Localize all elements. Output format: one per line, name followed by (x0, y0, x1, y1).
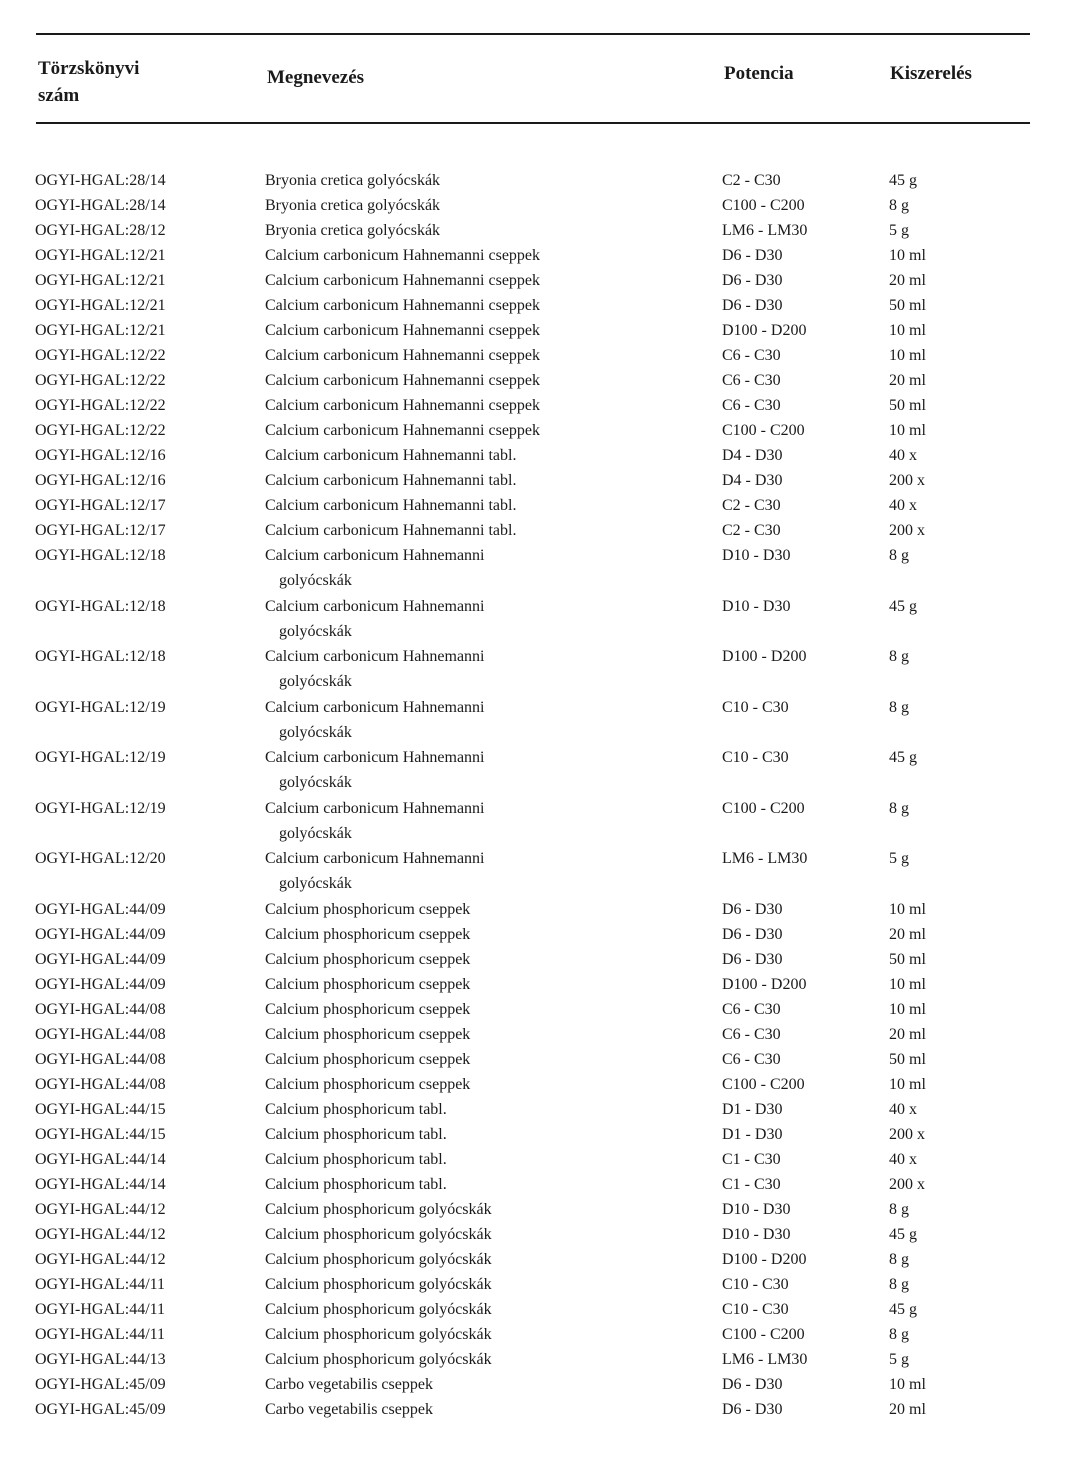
registration-number-cell: OGYI-HGAL:44/12 (35, 1225, 166, 1243)
potency-cell: C100 - C200 (722, 1325, 805, 1343)
product-name-cell (265, 243, 540, 268)
product-name-line1: Calcium phosphoricum cseppek (265, 1075, 471, 1093)
product-name-line1: Calcium phosphoricum cseppek (265, 975, 471, 993)
potency-cell: C100 - C200 (722, 197, 805, 214)
product-name-line1: Calcium phosphoricum golyócskák (265, 1250, 492, 1268)
package-cell: 50 ml (889, 397, 926, 414)
product-name-cell (265, 644, 484, 694)
table-row (0, 393, 1077, 418)
product-name-cell (265, 1172, 447, 1197)
product-name-line1: Calcium phosphoricum tabl. (265, 1100, 447, 1118)
registration-number-cell: OGYI-HGAL:12/20 (35, 850, 166, 867)
registration-number-cell: OGYI-HGAL:12/21 (35, 247, 166, 264)
product-name-line2: golyócskák (279, 774, 352, 791)
product-name-cell (265, 1047, 470, 1072)
package-cell: 20 ml (889, 1025, 926, 1043)
package-cell: 10 ml (889, 1000, 926, 1018)
product-name-cell (265, 218, 440, 243)
registration-number-cell: OGYI-HGAL:44/09 (35, 950, 166, 968)
potency-cell: D6 - D30 (722, 900, 783, 918)
product-name-cell (265, 543, 484, 593)
registration-number-cell: OGYI-HGAL:28/12 (35, 222, 166, 239)
registration-number-cell: OGYI-HGAL:44/13 (35, 1350, 166, 1368)
package-cell: 200 x (889, 1175, 925, 1193)
potency-cell: C100 - C200 (722, 799, 805, 817)
package-cell: 10 ml (889, 900, 926, 918)
table-row (0, 644, 1077, 695)
product-name-line1: Calcium carbonicum Hahnemanni tabl. (265, 497, 517, 514)
potency-cell: D10 - D30 (722, 547, 791, 564)
package-cell: 45 g (889, 749, 917, 766)
package-cell: 200 x (889, 472, 925, 489)
package-cell: 20 ml (889, 1400, 926, 1418)
table-row (0, 897, 1077, 922)
product-name-line1: Bryonia cretica golyócskák (265, 222, 441, 239)
product-name-cell (265, 594, 484, 644)
product-name-line2: golyócskák (279, 875, 352, 892)
table-row (0, 468, 1077, 493)
potency-cell: D6 - D30 (722, 925, 783, 943)
product-name-cell (265, 468, 516, 493)
product-name-cell (265, 695, 484, 745)
potency-cell: D100 - D200 (722, 1250, 807, 1268)
table-row (0, 1022, 1077, 1047)
table-row (0, 1097, 1077, 1122)
table-row (0, 846, 1077, 897)
package-cell: 10 ml (889, 347, 926, 364)
product-name-line1: Calcium phosphoricum cseppek (265, 1050, 471, 1068)
package-cell: 10 ml (889, 247, 926, 264)
package-cell: 8 g (889, 1250, 909, 1268)
package-cell: 20 ml (889, 372, 926, 389)
product-name-line2: golyócskák (279, 673, 352, 690)
registration-number-cell: OGYI-HGAL:12/21 (35, 272, 166, 289)
table-row (0, 193, 1077, 218)
potency-cell: C10 - C30 (722, 749, 789, 766)
package-cell: 200 x (889, 1125, 925, 1143)
product-name-cell (265, 1222, 492, 1247)
potency-cell: D6 - D30 (722, 950, 783, 968)
product-name-line1: Carbo vegetabilis cseppek (265, 1375, 433, 1393)
product-name-line2: golyócskák (279, 723, 352, 741)
product-name-cell (265, 1122, 447, 1147)
product-name-cell (265, 1272, 492, 1297)
package-cell: 200 x (889, 522, 925, 539)
product-name-cell (265, 922, 470, 947)
product-name-cell (265, 897, 470, 922)
product-name-cell (265, 796, 484, 846)
potency-cell: D4 - D30 (722, 447, 783, 464)
product-name-line1: Calcium phosphoricum golyócskák (265, 1325, 492, 1343)
registration-number-cell: OGYI-HGAL:12/22 (35, 372, 166, 389)
product-name-line1: Calcium carbonicum Hahnemanni cseppek (265, 347, 541, 364)
potency-cell: D6 - D30 (722, 297, 783, 314)
header-name: Megnevezés (267, 67, 365, 88)
table-row (0, 1372, 1077, 1397)
registration-number-cell: OGYI-HGAL:12/21 (35, 322, 166, 339)
product-name-line1: Calcium carbonicum Hahnemanni cseppek (265, 297, 541, 314)
potency-cell: D100 - D200 (722, 975, 807, 993)
package-cell: 20 ml (889, 925, 926, 943)
registration-number-cell: OGYI-HGAL:12/16 (35, 472, 166, 489)
table-row (0, 1197, 1077, 1222)
product-name-line1: Calcium carbonicum Hahnemanni cseppek (265, 272, 541, 289)
product-name-cell (265, 1197, 492, 1222)
package-cell: 45 g (889, 597, 917, 615)
package-cell: 40 x (889, 497, 917, 514)
product-name-cell (265, 318, 540, 343)
product-name-line1: Bryonia cretica golyócskák (265, 172, 441, 189)
potency-cell: C2 - C30 (722, 172, 781, 189)
package-cell: 5 g (889, 850, 909, 867)
product-name-line1: Calcium carbonicum Hahnemanni tabl. (265, 472, 517, 489)
potency-cell: C10 - C30 (722, 698, 789, 716)
package-cell: 50 ml (889, 1050, 926, 1068)
table-row (0, 972, 1077, 997)
registration-number-cell: OGYI-HGAL:44/11 (35, 1275, 166, 1293)
header-rule (36, 122, 1030, 124)
header-registration-label: Törzskönyvi (38, 58, 140, 79)
potency-cell: D100 - D200 (722, 648, 807, 665)
table-row (0, 543, 1077, 594)
package-cell: 40 x (889, 447, 917, 464)
table-row (0, 418, 1077, 443)
package-cell: 45 g (889, 1225, 917, 1243)
product-name-line1: Calcium phosphoricum cseppek (265, 950, 471, 968)
table-row (0, 922, 1077, 947)
potency-cell: C6 - C30 (722, 397, 781, 414)
product-name-cell (265, 947, 470, 972)
package-cell: 40 x (889, 1150, 917, 1168)
potency-cell: LM6 - LM30 (722, 1350, 808, 1368)
registration-number-cell: OGYI-HGAL:44/14 (35, 1150, 166, 1168)
product-name-line1: Calcium carbonicum Hahnemanni (265, 850, 485, 867)
product-name-cell (265, 343, 540, 368)
header-package: Kiszerelés (890, 63, 972, 84)
registration-number-cell: OGYI-HGAL:12/18 (35, 547, 166, 564)
product-name-cell (265, 745, 484, 795)
product-name-cell (265, 1072, 470, 1097)
table-row (0, 1272, 1077, 1297)
registration-number-cell: OGYI-HGAL:12/22 (35, 397, 166, 414)
product-name-cell (265, 1347, 492, 1372)
product-name-line1: Calcium carbonicum Hahnemanni (265, 799, 485, 817)
table-row (0, 796, 1077, 847)
top-rule (36, 33, 1030, 35)
product-name-line1: Calcium carbonicum Hahnemanni cseppek (265, 247, 541, 264)
registration-number-cell: OGYI-HGAL:12/19 (35, 698, 166, 716)
potency-cell: D10 - D30 (722, 1225, 791, 1243)
registration-number-cell: OGYI-HGAL:12/17 (35, 497, 166, 514)
potency-cell: LM6 - LM30 (722, 222, 808, 239)
registration-number-cell: OGYI-HGAL:45/09 (35, 1375, 166, 1393)
product-name-cell (265, 1247, 492, 1272)
registration-number-cell: OGYI-HGAL:44/08 (35, 1050, 166, 1068)
potency-cell: D10 - D30 (722, 1200, 791, 1218)
table-row (0, 368, 1077, 393)
product-name-line1: Calcium phosphoricum cseppek (265, 1025, 471, 1043)
header-registration-number (38, 55, 139, 109)
product-name-line1: Calcium carbonicum Hahnemanni (265, 648, 485, 665)
potency-cell: D6 - D30 (722, 1375, 783, 1393)
package-cell: 40 x (889, 1100, 917, 1118)
registration-number-cell: OGYI-HGAL:12/21 (35, 297, 166, 314)
header-registration-label-line2: szám (38, 85, 80, 106)
package-cell: 8 g (889, 1325, 909, 1343)
product-name-line1: Calcium phosphoricum cseppek (265, 925, 471, 943)
product-name-cell (265, 846, 484, 896)
table-row (0, 218, 1077, 243)
registration-number-cell: OGYI-HGAL:44/11 (35, 1300, 166, 1318)
registration-number-cell: OGYI-HGAL:44/09 (35, 925, 166, 943)
package-cell: 8 g (889, 799, 909, 817)
product-name-line1: Calcium carbonicum Hahnemanni cseppek (265, 372, 541, 389)
product-name-cell (265, 268, 540, 293)
product-name-cell (265, 193, 440, 218)
registration-number-cell: OGYI-HGAL:44/12 (35, 1250, 166, 1268)
product-name-cell (265, 168, 440, 193)
potency-cell: D6 - D30 (722, 1400, 783, 1418)
table-row (0, 1222, 1077, 1247)
table-row (0, 443, 1077, 468)
product-name-cell (265, 518, 516, 543)
table-row (0, 1122, 1077, 1147)
registration-number-cell: OGYI-HGAL:12/22 (35, 422, 166, 439)
table-row (0, 318, 1077, 343)
product-name-line1: Calcium carbonicum Hahnemanni cseppek (265, 422, 541, 439)
table-row (0, 997, 1077, 1022)
potency-cell: D100 - D200 (722, 322, 807, 339)
product-name-line1: Calcium phosphoricum golyócskák (265, 1275, 492, 1293)
table-row (0, 168, 1077, 193)
product-name-line1: Calcium carbonicum Hahnemanni (265, 698, 485, 716)
product-name-line2: golyócskák (279, 572, 352, 589)
registration-number-cell: OGYI-HGAL:44/14 (35, 1175, 166, 1193)
registration-number-cell: OGYI-HGAL:12/19 (35, 799, 166, 817)
table-row (0, 1147, 1077, 1172)
registration-number-cell: OGYI-HGAL:28/14 (35, 172, 166, 189)
table-row (0, 1297, 1077, 1322)
table-row (0, 1247, 1077, 1272)
package-cell: 8 g (889, 648, 909, 665)
potency-cell: C100 - C200 (722, 422, 805, 439)
product-name-line1: Calcium carbonicum Hahnemanni (265, 547, 485, 564)
potency-cell: C100 - C200 (722, 1075, 805, 1093)
product-name-cell (265, 393, 540, 418)
potency-cell: D1 - D30 (722, 1100, 783, 1118)
potency-cell: C2 - C30 (722, 497, 781, 514)
package-cell: 10 ml (889, 1075, 926, 1093)
potency-cell: C6 - C30 (722, 372, 781, 389)
product-name-line1: Calcium carbonicum Hahnemanni tabl. (265, 447, 517, 464)
package-cell: 45 g (889, 1300, 917, 1318)
package-cell: 5 g (889, 1350, 909, 1368)
registration-number-cell: OGYI-HGAL:44/08 (35, 1000, 166, 1018)
product-name-line1: Calcium carbonicum Hahnemanni cseppek (265, 397, 541, 414)
product-name-cell (265, 997, 470, 1022)
registration-number-cell: OGYI-HGAL:44/15 (35, 1100, 166, 1118)
registration-number-cell: OGYI-HGAL:12/19 (35, 749, 166, 766)
product-name-cell (265, 972, 470, 997)
package-cell: 8 g (889, 1275, 909, 1293)
product-name-line1: Calcium phosphoricum golyócskák (265, 1350, 492, 1368)
package-cell: 50 ml (889, 950, 926, 968)
product-name-line2: golyócskák (279, 824, 352, 842)
table-row (0, 1072, 1077, 1097)
product-name-line1: Calcium carbonicum Hahnemanni cseppek (265, 322, 541, 339)
package-cell: 10 ml (889, 1375, 926, 1393)
package-cell: 8 g (889, 547, 909, 564)
product-name-cell (265, 1097, 447, 1122)
potency-cell: D10 - D30 (722, 597, 791, 615)
table-row (0, 594, 1077, 645)
product-name-line1: Calcium phosphoricum tabl. (265, 1125, 447, 1143)
registration-number-cell: OGYI-HGAL:44/08 (35, 1075, 166, 1093)
product-name-line1: Calcium phosphoricum cseppek (265, 1000, 471, 1018)
potency-cell: C10 - C30 (722, 1275, 789, 1293)
registration-number-cell: OGYI-HGAL:44/09 (35, 975, 166, 993)
potency-cell: LM6 - LM30 (722, 850, 808, 867)
table-row (0, 947, 1077, 972)
potency-cell: D1 - D30 (722, 1125, 783, 1143)
registration-number-cell: OGYI-HGAL:12/22 (35, 347, 166, 364)
registration-number-cell: OGYI-HGAL:44/12 (35, 1200, 166, 1218)
product-name-line1: Calcium phosphoricum golyócskák (265, 1225, 492, 1243)
registration-number-cell: OGYI-HGAL:44/15 (35, 1125, 166, 1143)
potency-cell: D6 - D30 (722, 247, 783, 264)
registration-number-cell: OGYI-HGAL:12/16 (35, 447, 166, 464)
product-name-cell (265, 1397, 433, 1422)
table-row (0, 343, 1077, 368)
package-cell: 10 ml (889, 322, 926, 339)
potency-cell: C2 - C30 (722, 522, 781, 539)
registration-number-cell: OGYI-HGAL:12/17 (35, 522, 166, 539)
potency-cell: C6 - C30 (722, 1000, 781, 1018)
potency-cell: C10 - C30 (722, 1300, 789, 1318)
product-name-line1: Calcium phosphoricum tabl. (265, 1150, 447, 1168)
potency-cell: C6 - C30 (722, 1050, 781, 1068)
product-name-line1: Calcium phosphoricum tabl. (265, 1175, 447, 1193)
table-row (0, 1172, 1077, 1197)
potency-cell: D6 - D30 (722, 272, 783, 289)
product-name-cell (265, 1297, 492, 1322)
potency-cell: C6 - C30 (722, 1025, 781, 1043)
package-cell: 10 ml (889, 975, 926, 993)
potency-cell: C1 - C30 (722, 1175, 781, 1193)
product-name-cell (265, 1322, 492, 1347)
product-name-line1: Calcium carbonicum Hahnemanni tabl. (265, 522, 517, 539)
package-cell: 20 ml (889, 272, 926, 289)
product-name-cell (265, 493, 516, 518)
registration-number-cell: OGYI-HGAL:44/08 (35, 1025, 166, 1043)
registration-number-cell: OGYI-HGAL:44/09 (35, 900, 166, 918)
product-name-cell (265, 1372, 433, 1397)
package-cell: 8 g (889, 197, 909, 214)
registration-number-cell: OGYI-HGAL:12/18 (35, 648, 166, 665)
header-potency: Potencia (724, 63, 794, 84)
product-name-cell (265, 418, 540, 443)
product-name-line1: Calcium phosphoricum golyócskák (265, 1200, 492, 1218)
product-name-cell (265, 443, 516, 468)
potency-cell: D4 - D30 (722, 472, 783, 489)
product-table (0, 168, 1077, 1422)
product-name-line1: Calcium phosphoricum golyócskák (265, 1300, 492, 1318)
potency-cell: C1 - C30 (722, 1150, 781, 1168)
table-row (0, 293, 1077, 318)
product-name-cell (265, 293, 540, 318)
package-cell: 5 g (889, 222, 909, 239)
product-name-line1: Calcium phosphoricum cseppek (265, 900, 471, 918)
package-cell: 8 g (889, 1200, 909, 1218)
table-row (0, 695, 1077, 746)
table-row (0, 243, 1077, 268)
registration-number-cell: OGYI-HGAL:45/09 (35, 1400, 166, 1418)
package-cell: 10 ml (889, 422, 926, 439)
table-row (0, 518, 1077, 543)
table-row (0, 493, 1077, 518)
potency-cell: C6 - C30 (722, 347, 781, 364)
product-name-cell (265, 1022, 470, 1047)
product-name-cell (265, 368, 540, 393)
package-cell: 50 ml (889, 297, 926, 314)
package-cell: 45 g (889, 172, 917, 189)
registration-number-cell: OGYI-HGAL:44/11 (35, 1325, 166, 1343)
product-name-line2: golyócskák (279, 622, 352, 640)
package-cell: 8 g (889, 698, 909, 716)
product-name-cell (265, 1147, 447, 1172)
table-row (0, 1347, 1077, 1372)
registration-number-cell: OGYI-HGAL:12/18 (35, 597, 166, 615)
registration-number-cell: OGYI-HGAL:28/14 (35, 197, 166, 214)
table-row (0, 1322, 1077, 1347)
table-row (0, 745, 1077, 796)
product-name-line1: Carbo vegetabilis cseppek (265, 1400, 433, 1418)
product-name-line1: Bryonia cretica golyócskák (265, 197, 441, 214)
table-row (0, 1397, 1077, 1422)
product-name-line1: Calcium carbonicum Hahnemanni (265, 749, 485, 766)
table-row (0, 268, 1077, 293)
table-row (0, 1047, 1077, 1072)
product-name-line1: Calcium carbonicum Hahnemanni (265, 597, 485, 615)
